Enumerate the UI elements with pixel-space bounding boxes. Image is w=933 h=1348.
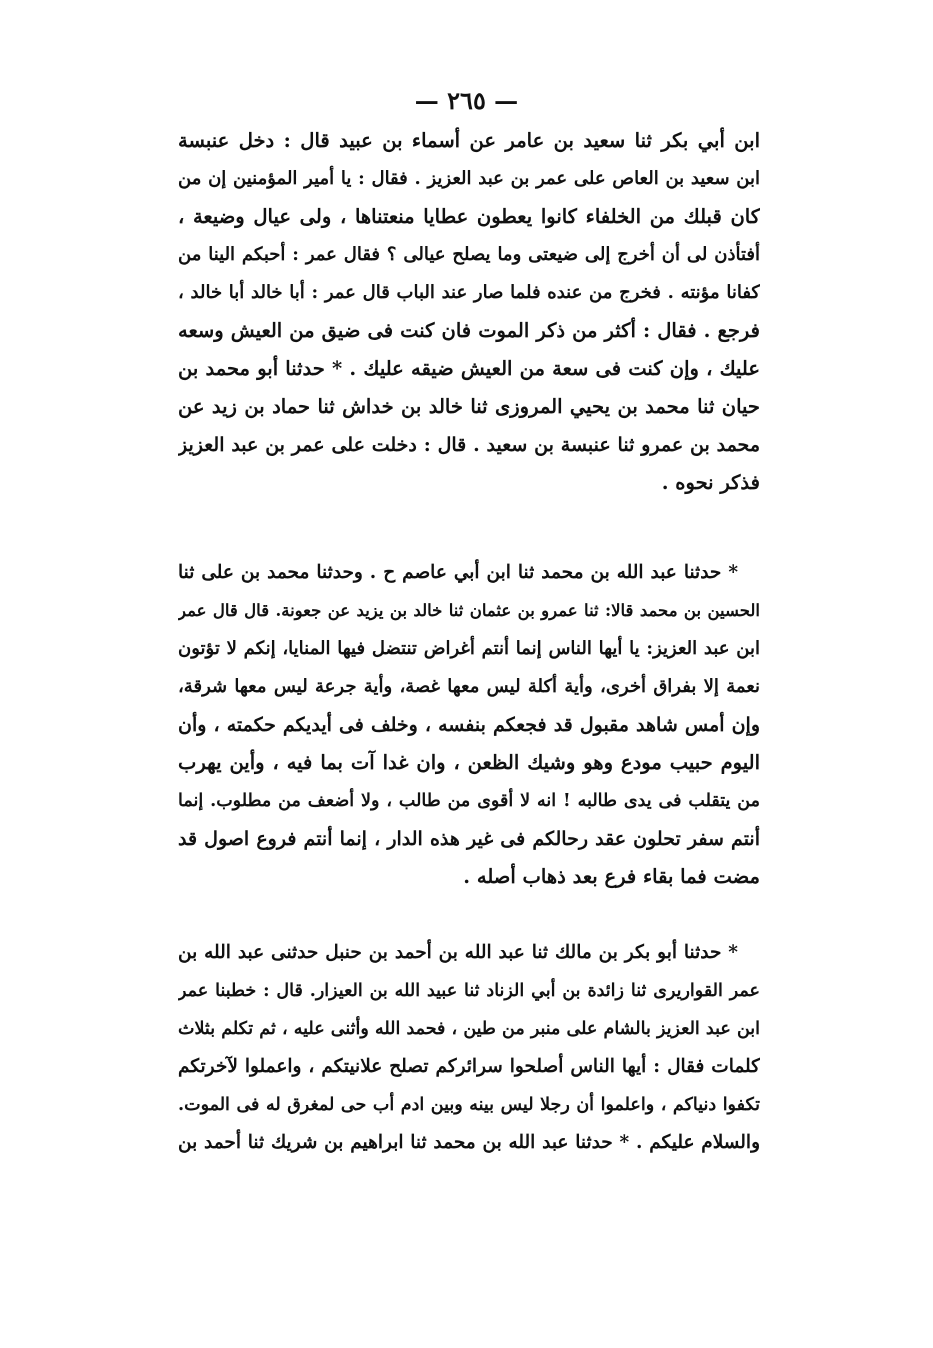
text-line: من يتقلب فى يدى طالبه ! انه لا أقوى من طالب ، ولا أضعف من مطلوب. إنما — [178, 791, 760, 811]
text-line: أنتم سفر تحلون عقد رحالكم فى غير هذه الدار ، إنما أنتم فروع اصول قد — [178, 828, 760, 850]
text-line: عليك ، وإن كنت فى سعة من العيش ضيقه عليك . * حدثنا أبو محمد بن — [178, 357, 760, 380]
text-line: ابن أبي بكر ثنا سعيد بن عامر عن أسماء بن عبيد قال : دخل عنبسة — [178, 129, 760, 152]
text-line: مضت فما بقاء فرع بعد ذهاب أصله . — [463, 865, 760, 888]
paragraph-1 — [178, 122, 760, 502]
text-line: وإن أمس شاهد مقبول قد فجعكم بنفسه ، وخلف فى أيديكم حكمته ، وأن — [178, 714, 760, 736]
text-line: نعمة إلا بفراق أخرى، وأية أكلة ليس معها غصة، وأية جرعة ليس معها شرقة، — [178, 676, 760, 697]
text-line: أفتأذن لى أن أخرج إلى ضيعتى وما يصلح عيالى ؟ فقال عمر : أحبكم الينا من — [178, 244, 760, 265]
text-line: اليوم حبيب مودع وهو وشيك الظعن ، وان غدا آت بما فيه ، وأين يهرب — [178, 751, 760, 774]
text-line: عمر القواريرى ثنا زائدة بن أبي الزناد ثنا عبيد الله بن العيزار. قال : خطبنا عمر — [178, 981, 760, 1001]
page-number: — ٢٦٥ — — [414, 86, 519, 115]
text-line: فرجع . فقال : أكثر من ذكر الموت فان كنت فى ضيق من العيش وسعه — [178, 319, 760, 342]
text-line: حيان ثنا محمد بن يحيي المروزى ثنا خالد بن خداش ثنا حماد بن زيد عن — [178, 395, 760, 418]
text-line: ابن عبد العزيز: يا أيها الناس إنما أنتم أغراض تنتضل فيها المنايا، إنكم لا تؤتون — [178, 638, 760, 659]
text-line: فذكر نحوه . — [661, 471, 760, 494]
text-line: ابن عبد العزيز بالشام على منبر من طين ، فحمد الله وأثنى عليه ، ثم تكلم بثلاث — [178, 1019, 760, 1039]
paragraph-3 — [178, 934, 760, 1162]
text-line: كلمات فقال : أيها الناس أصلحوا سرائركم تصلح علانيتكم ، واعملوا لآخرتكم — [178, 1056, 760, 1077]
text-line: الحسين بن محمد قالا: ثنا عمرو بن عثمان ثنا خالد بن يزيد عن جعونة. قال قال عمر — [178, 601, 760, 620]
text-line: والسلام عليكم . * حدثنا عبد الله بن محمد ثنا ابراهيم بن شريك ثنا أحمد بن — [178, 1132, 760, 1153]
text-line: * حدثنا عبد الله بن محمد ثنا ابن أبي عاصم ح . وحدثنا محمد بن على ثنا — [178, 562, 738, 583]
text-line: كان قبلك من الخلفاء كانوا يعطون عطايا منعتناها ، ولى عيال وضيعة ، — [178, 205, 760, 228]
text-line: محمد بن عمرو ثنا عنبسة بن سعيد . قال : دخلت على عمر بن عبد العزيز — [178, 434, 760, 456]
text-line: ابن سعيد بن العاص على عمر بن عبد العزيز . فقال : يا أمير المؤمنين إن من — [178, 168, 760, 189]
paragraph-2 — [178, 554, 760, 896]
text-line: * حدثنا أبو بكر بن مالك ثنا عبد الله بن أحمد بن حنبل حدثنى عبد الله بن — [178, 942, 738, 963]
text-line: كفانا مؤنته . فخرج من عنده فلما صار عند الباب قال عمر : أبا خالد أبا خالد ، — [178, 282, 760, 303]
text-line: تكفوا دنياكم ، واعلموا أن رجلا ليس بينه وبين ادم أب حى لمغرق له فى الموت. — [178, 1095, 760, 1115]
